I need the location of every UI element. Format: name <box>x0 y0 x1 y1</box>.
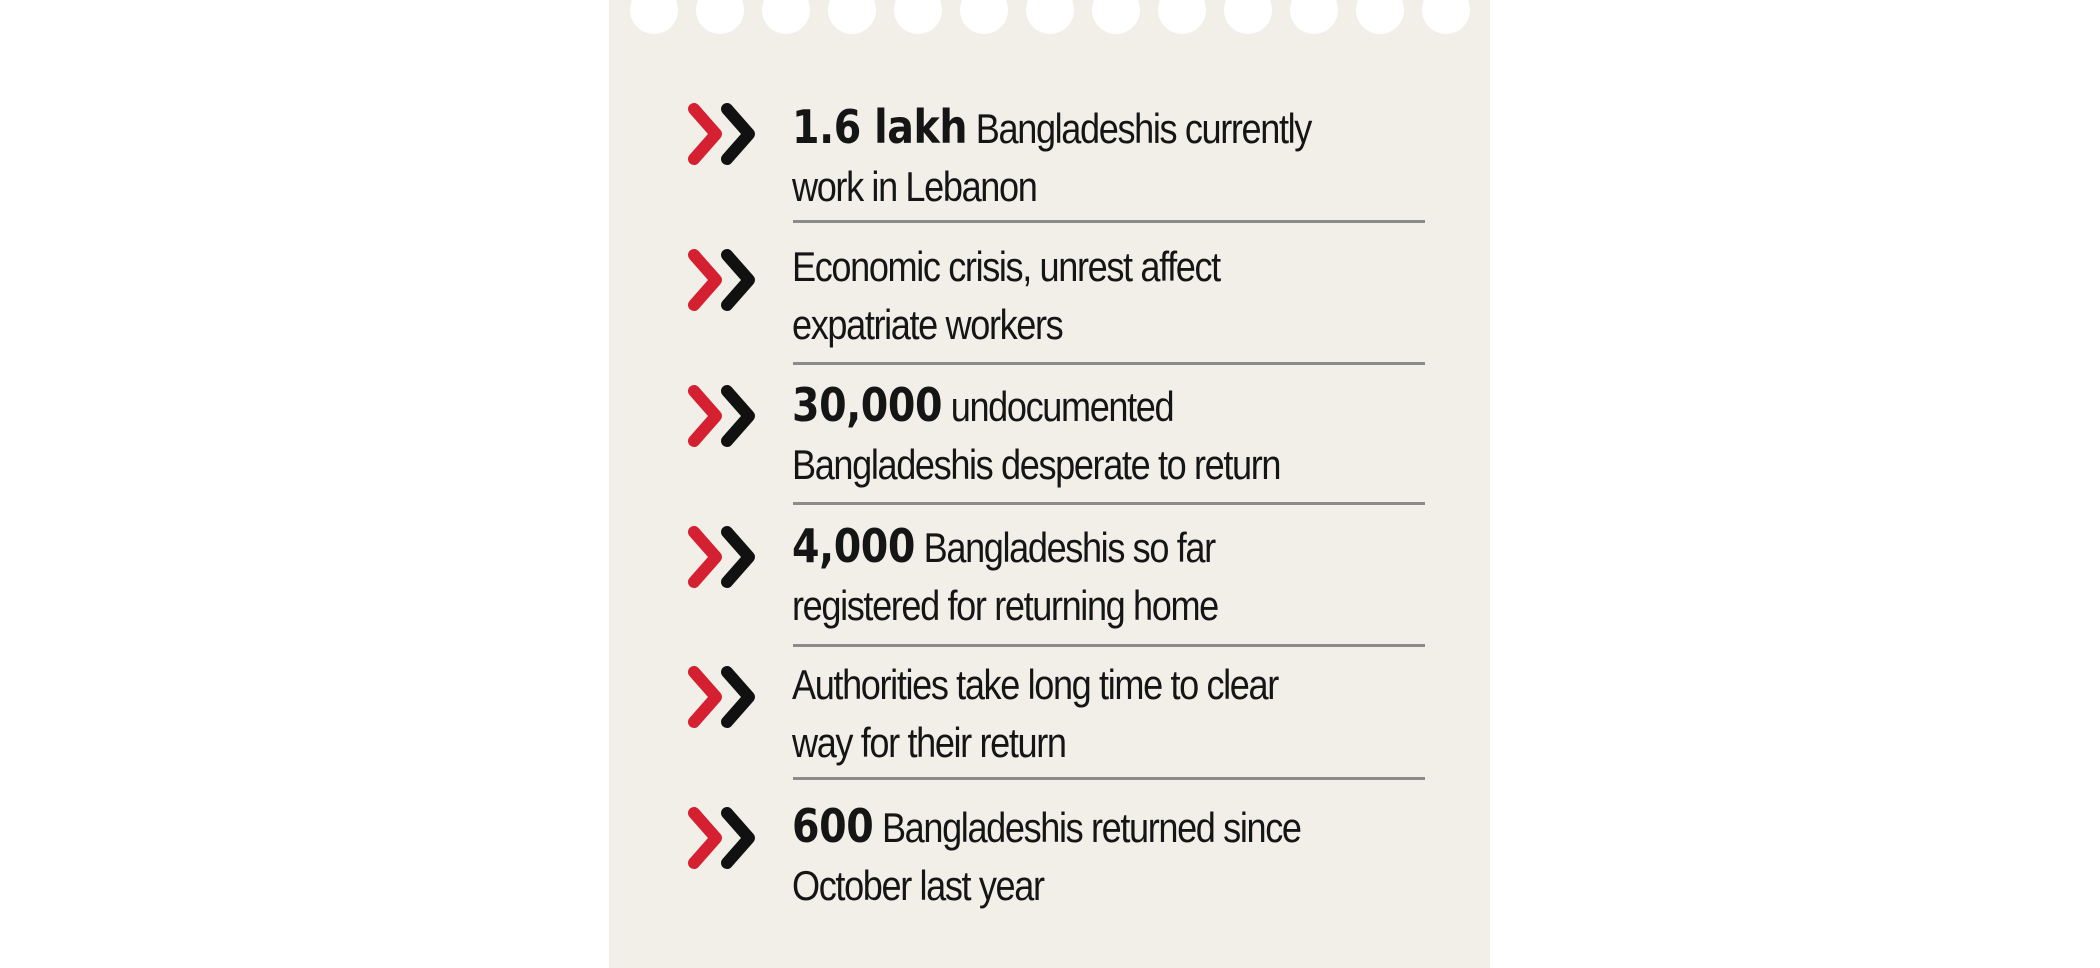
fact-line-1: Bangladeshis returned since <box>873 804 1301 851</box>
divider <box>793 777 1425 780</box>
double-chevron-right-icon <box>684 803 764 873</box>
fact-line-1: Bangladeshis currently <box>967 105 1311 152</box>
divider <box>793 220 1425 223</box>
fact-line-2: Bangladeshis desperate to return <box>792 441 1281 488</box>
double-chevron-right-icon <box>684 522 764 592</box>
double-chevron-right-icon <box>684 245 764 315</box>
fact-highlight: 1.6 lakh <box>792 100 968 154</box>
double-chevron-right-icon <box>684 381 764 451</box>
fact-highlight: 4,000 <box>792 519 915 573</box>
fact-line-2: expatriate workers <box>792 301 1063 348</box>
fact-line-1: Authorities take long time to clear <box>792 661 1278 708</box>
fact-line-2: October last year <box>792 862 1044 909</box>
fact-text <box>792 98 1342 216</box>
fact-highlight: 30,000 <box>792 378 943 432</box>
double-chevron-right-icon <box>684 99 764 169</box>
fact-text <box>792 376 1342 494</box>
fact-line-1: Economic crisis, unrest affect <box>792 243 1220 290</box>
divider <box>793 644 1425 647</box>
notepad-card <box>609 0 1490 968</box>
divider <box>793 502 1425 505</box>
fact-highlight: 600 <box>792 799 874 853</box>
fact-text <box>792 656 1342 772</box>
double-chevron-right-icon <box>684 662 764 732</box>
fact-text <box>792 238 1342 354</box>
fact-text <box>792 517 1342 635</box>
fact-list <box>609 0 1490 968</box>
divider <box>793 362 1425 365</box>
fact-line-2: work in Lebanon <box>792 163 1037 210</box>
fact-line-2: way for their return <box>792 719 1066 766</box>
fact-line-1: undocumented <box>942 383 1174 430</box>
fact-text <box>792 797 1342 915</box>
fact-line-2: registered for returning home <box>792 582 1218 629</box>
fact-line-1: Bangladeshis so far <box>914 524 1215 571</box>
